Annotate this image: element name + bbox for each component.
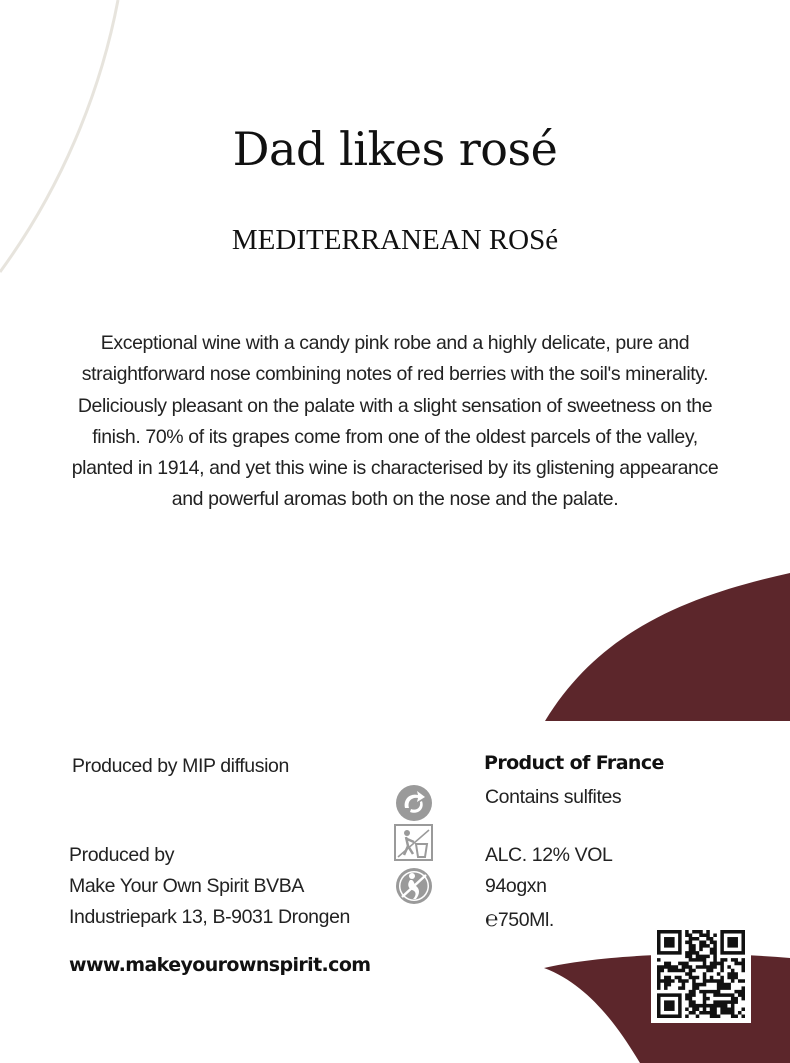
volume-line (485, 906, 554, 932)
description-line: planted in 1914, and yet this wine is characterised by its glistening appearance (71, 457, 719, 480)
sulfites-notice: Contains sulfites (485, 786, 622, 808)
producer-company: Make Your Own Spirit BVBA (69, 875, 304, 897)
description-line: straightforward nose combining notes of red berries with the soil's minerality. (81, 363, 709, 386)
produced-by-label: Produced by (69, 844, 175, 866)
description-line: Deliciously pleasant on the palate with a slight sensation of sweetness on the (77, 394, 713, 417)
qr-finder-center (664, 937, 675, 948)
description-line: finish. 70% of its grapes come from one of the oldest parcels of the valley, (92, 425, 698, 448)
website-link[interactable]: www.makeyourownspirit.com (69, 954, 371, 976)
estimated-sign: ℮ (485, 906, 498, 931)
product-origin: Product of France (484, 752, 664, 774)
volume-value: 750Ml. (497, 909, 554, 931)
lot-code: 94ogxn (485, 875, 547, 897)
qr-finder-center (727, 937, 738, 948)
qr-finder-center (664, 1000, 675, 1011)
qr-code-icon[interactable] (651, 925, 751, 1023)
alcohol-content: ALC. 12% VOL (485, 844, 613, 866)
produced-by-mip: Produced by MIP diffusion (72, 755, 289, 777)
wine-description (70, 328, 720, 516)
producer-address: Industriepark 13, B-9031 Drongen (69, 906, 350, 928)
burgundy-shape-upper (545, 573, 790, 721)
wine-subtitle: MEDITERRANEAN ROSé (231, 224, 559, 256)
recycle-icon (394, 783, 434, 823)
description-line: Exceptional wine with a candy pink robe and a highly delicate, pure and (100, 332, 690, 354)
dispose-bin-icon (394, 824, 433, 861)
wine-title: Dad likes rosé (232, 122, 558, 176)
description-line: and powerful aromas both on the nose and the palate. (171, 488, 619, 511)
pregnancy-warning-icon (394, 866, 434, 906)
